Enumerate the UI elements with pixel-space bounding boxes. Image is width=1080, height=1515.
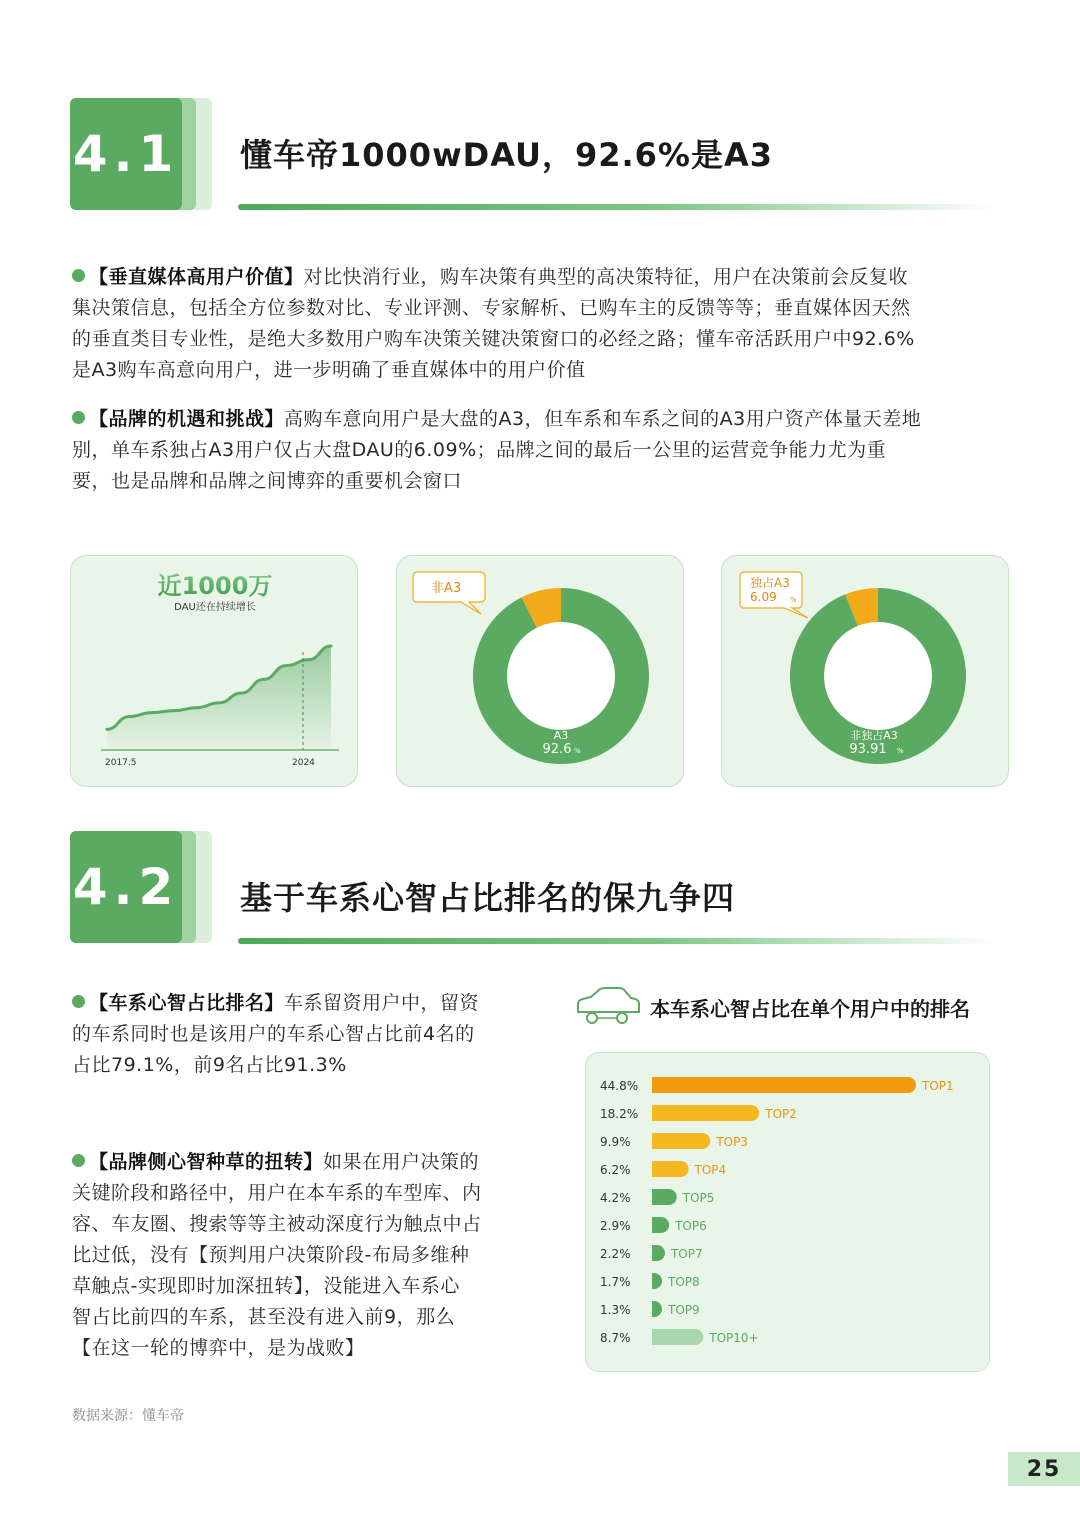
section-divider: [238, 204, 998, 210]
a3-label: A3: [553, 729, 569, 742]
text-line: 占比79.1%，前9名占比91.3%: [72, 1054, 347, 1076]
bullet-icon: [72, 1154, 85, 1167]
callout-label: 独占A3: [750, 576, 790, 590]
bar-TOP9: [652, 1301, 662, 1317]
text-line: 别，单车系独占A3用户仅占大盘DAU的6.09%；品牌之间的最后一公里的运营竞争能力尤为重: [72, 439, 887, 461]
bar-category-label: TOP6: [675, 1219, 707, 1233]
non-exclusive-label: 非独占A3: [850, 729, 898, 742]
text-line: 智占比前四的车系，甚至没有进入前9，那么: [72, 1306, 456, 1328]
text-line: 的垂直类目专业性，是绝大多数用户购车决策关键决策窗口的必经之路；懂车帝活跃用户中92.6%: [72, 328, 915, 350]
exclusive-a3-donut-chart: [722, 556, 1010, 788]
bar-value-label: 8.7%: [600, 1331, 631, 1345]
bullet-icon: [72, 269, 85, 282]
bar-TOP10+: [652, 1329, 703, 1345]
dau-subtitle: DAU还在持续增长: [174, 602, 256, 613]
data-source: 数据来源：懂车帝: [72, 1408, 184, 1424]
bar-category-label: TOP3: [716, 1135, 748, 1149]
bar-TOP2: [652, 1105, 759, 1121]
section1-paragraph-1: [72, 262, 1022, 386]
paragraph-heading: 【垂直媒体高用户价值】: [89, 266, 304, 288]
section-title: 基于车系心智占比排名的保九争四: [240, 879, 736, 917]
bar-category-label: TOP5: [682, 1191, 715, 1205]
text-line: 车系留资用户中，留资: [284, 992, 480, 1014]
bar-TOP7: [652, 1245, 665, 1261]
text-line: 如果在用户决策的: [323, 1151, 480, 1173]
text-line: 草触点-实现即时加深扭转】，没能进入车系心: [72, 1275, 460, 1297]
non-exclusive-value: 93.91: [849, 742, 887, 757]
text-line: 要，也是品牌和品牌之间博弈的重要机会窗口: [72, 470, 463, 492]
x-tick-start: 2017.5: [105, 758, 137, 768]
a3-share-card: [396, 555, 684, 787]
text-line: 是A3购车高意向用户，进一步明确了垂直媒体中的用户价值: [72, 359, 586, 381]
ranking-bar-chart: [586, 1053, 991, 1373]
a3-donut-chart: [397, 556, 685, 788]
bar-value-label: 2.9%: [600, 1219, 631, 1233]
dau-growth-card: [70, 555, 358, 787]
car-icon: [574, 986, 640, 1028]
bar-category-label: TOP9: [668, 1303, 700, 1317]
section-badge-4-2: [70, 831, 210, 943]
page-number: 25: [1008, 1452, 1080, 1486]
bar-category-label: TOP8: [668, 1275, 700, 1289]
a3-unit: %: [574, 747, 581, 755]
non-exclusive-unit: %: [897, 747, 904, 755]
text-line: 对比快消行业，购车决策有典型的高决策特征，用户在决策前会反复收: [303, 266, 909, 288]
exclusive-a3-card: [721, 555, 1009, 787]
bullet-icon: [72, 411, 85, 424]
bar-TOP1: [652, 1077, 916, 1093]
bar-TOP4: [652, 1161, 689, 1177]
bar-category-label: TOP1: [922, 1079, 954, 1093]
bar-category-label: TOP10+: [709, 1331, 759, 1345]
section2-paragraph-1: [72, 988, 542, 1081]
section-number: 4.1: [70, 98, 182, 210]
text-line: 【在这一轮的博弈中，是为战败】: [72, 1337, 365, 1359]
bar-value-label: 6.2%: [600, 1163, 631, 1177]
paragraph-heading: 【品牌的机遇和挑战】: [89, 408, 285, 430]
text-line: 比过低，没有【预判用户决策阶段-布局多维种: [72, 1244, 470, 1266]
bar-TOP5: [652, 1189, 677, 1205]
bar-value-label: 1.7%: [600, 1275, 631, 1289]
x-tick-end: 2024: [292, 758, 315, 768]
bar-TOP6: [652, 1217, 669, 1233]
paragraph-heading: 【车系心智占比排名】: [89, 992, 285, 1014]
bar-value-label: 1.3%: [600, 1303, 631, 1317]
bar-value-label: 44.8%: [600, 1079, 639, 1093]
donut-hole: [507, 622, 615, 730]
text-line: 关键阶段和路径中，用户在本车系的车型库、内: [72, 1182, 482, 1204]
donut-hole: [824, 622, 932, 730]
bar-value-label: 9.9%: [600, 1135, 631, 1149]
bar-category-label: TOP7: [670, 1247, 703, 1261]
dau-headline: 近1000万: [157, 572, 273, 600]
section-badge-4-1: [70, 98, 210, 210]
text-line: 集决策信息，包括全方位参数对比、专业评测、专家解析、已购车主的反馈等等；垂直媒体因天然: [72, 297, 911, 319]
text-line: 的车系同时也是该用户的车系心智占比前4名的: [72, 1023, 475, 1045]
bar-value-label: 2.2%: [600, 1247, 631, 1261]
dau-growth-chart: [71, 556, 359, 788]
bar-category-label: TOP2: [765, 1107, 797, 1121]
bar-value-label: 18.2%: [600, 1107, 639, 1121]
callout-label: 非A3: [431, 581, 462, 596]
bar-TOP3: [652, 1133, 710, 1149]
bullet-icon: [72, 995, 85, 1008]
ranking-bar-card: [585, 1052, 990, 1372]
text-line: 容、车友圈、搜索等等主被动深度行为触点中占: [72, 1213, 482, 1235]
section-number: 4.2: [70, 831, 182, 943]
bar-category-label: TOP4: [694, 1163, 727, 1177]
bar-TOP8: [652, 1273, 662, 1289]
callout-unit: %: [790, 596, 797, 604]
section-title: 懂车帝1000wDAU，92.6%是A3: [240, 136, 774, 174]
section2-paragraph-2: [72, 1147, 542, 1364]
bar-panel-title: 本车系心智占比在单个用户中的排名: [650, 997, 970, 1021]
section1-paragraph-2: [72, 404, 1022, 497]
a3-value: 92.6: [542, 742, 572, 757]
paragraph-heading: 【品牌侧心智种草的扭转】: [89, 1151, 324, 1173]
bar-value-label: 4.2%: [600, 1191, 631, 1205]
text-line: 高购车意向用户是大盘的A3，但车系和车系之间的A3用户资产体量天差地: [284, 408, 922, 430]
callout-value: 6.09: [750, 590, 777, 604]
section-divider: [238, 938, 998, 944]
